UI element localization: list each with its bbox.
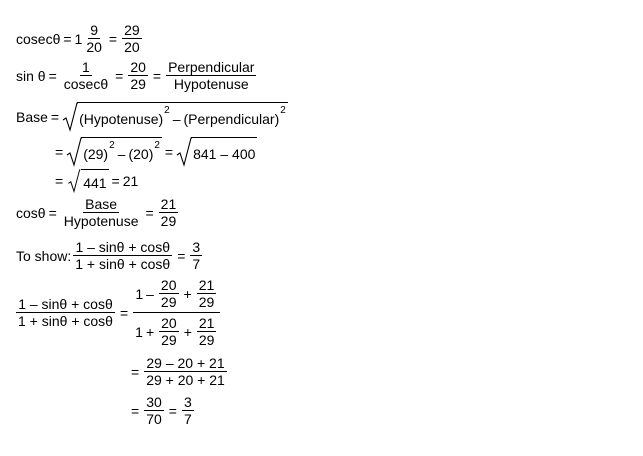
sin-theta: sin θ — [16, 67, 46, 84]
equals-sign: = — [55, 143, 64, 160]
result: 21 — [122, 172, 139, 189]
radical-sign-icon — [66, 169, 82, 193]
fraction — [144, 394, 164, 427]
compound-denominator — [133, 313, 220, 348]
numerator: 30 — [146, 394, 162, 410]
fraction — [166, 59, 256, 92]
denominator: 29 — [130, 76, 146, 92]
equals-sign: = — [48, 67, 57, 84]
equals-sign: = — [63, 30, 72, 47]
equation-line-9 — [128, 355, 229, 388]
radical-sign-icon — [66, 137, 82, 167]
equals-sign: = — [131, 402, 140, 419]
minus-sign: – — [117, 145, 126, 162]
radicand — [77, 102, 288, 132]
equals-sign: = — [50, 108, 60, 125]
equals-sign: = — [48, 204, 57, 221]
fraction — [159, 315, 179, 348]
denominator: 20 — [86, 39, 102, 55]
numerator: 3 — [192, 239, 201, 255]
term-20: (20) — [128, 145, 154, 162]
denominator: 20 — [124, 39, 140, 55]
exponent: 2 — [280, 105, 286, 116]
fraction — [159, 277, 179, 310]
numerator: 1 — [82, 59, 90, 75]
denominator: 29 + 20 + 21 — [146, 372, 225, 388]
numerator: 1 – sinθ + cosθ — [75, 239, 170, 255]
denominator: 7 — [192, 256, 201, 272]
fraction — [62, 196, 141, 229]
numerator: 21 — [198, 315, 215, 331]
radicand — [81, 137, 162, 167]
equals-sign: = — [119, 304, 129, 321]
cosec-theta: cosecθ — [16, 30, 61, 47]
square-root — [62, 102, 288, 132]
equation-line-1 — [16, 22, 144, 55]
hypotenuse-term: (Hypotenuse) — [79, 110, 164, 127]
term-29: (29) — [83, 145, 109, 162]
equals-sign: = — [145, 204, 154, 221]
denominator: 7 — [183, 411, 192, 427]
fraction — [197, 277, 217, 310]
fraction — [159, 196, 179, 229]
numerator: 29 – 20 + 21 — [146, 355, 225, 371]
denominator: cosecθ — [63, 76, 109, 92]
numerator: 21 — [198, 277, 215, 293]
numerator: 21 — [160, 196, 177, 212]
fraction — [197, 315, 217, 348]
fraction — [128, 59, 148, 92]
fraction — [16, 296, 115, 329]
denominator: 1 + sinθ + cosθ — [18, 313, 113, 329]
fraction — [144, 355, 227, 388]
to-show-label: To show: — [16, 247, 72, 264]
exponent: 2 — [164, 105, 170, 116]
equation-line-6 — [16, 196, 180, 229]
equation-line-4 — [52, 140, 257, 162]
fraction — [84, 22, 104, 55]
plus-sign: + — [183, 285, 192, 302]
equals-sign: = — [111, 172, 120, 189]
fraction — [182, 394, 194, 427]
fraction — [62, 59, 110, 92]
denominator: Hypotenuse — [63, 213, 139, 229]
denominator: 29 — [161, 332, 177, 348]
denominator: 29 — [160, 294, 177, 310]
numerator: 20 — [161, 315, 177, 331]
radical-sign-icon — [62, 102, 78, 132]
fraction — [190, 239, 202, 272]
radical-sign-icon — [176, 137, 192, 167]
equation-line-5 — [52, 172, 139, 191]
equals-sign: = — [177, 247, 186, 264]
numerator: 20 — [130, 59, 146, 75]
mixed-number — [75, 22, 106, 55]
numerator: 1 – sinθ + cosθ — [18, 296, 113, 312]
minus-sign: – — [172, 110, 181, 127]
denominator: 29 — [160, 213, 177, 229]
denominator: 29 — [198, 332, 215, 348]
minus-sign: – — [146, 285, 154, 302]
exponent: 2 — [109, 140, 115, 151]
radicand: 841 – 400 — [191, 137, 257, 167]
square-root — [66, 169, 108, 193]
one: 1 — [135, 323, 143, 340]
numerator: 20 — [160, 277, 177, 293]
denominator: 70 — [146, 411, 162, 427]
numerator: 29 — [124, 22, 140, 38]
denominator: 29 — [198, 294, 215, 310]
equals-sign: = — [152, 67, 162, 84]
fraction — [73, 239, 172, 272]
one: 1 — [135, 285, 144, 302]
compound-numerator — [133, 277, 220, 313]
numerator: Base — [85, 196, 118, 212]
equals-sign: = — [115, 67, 124, 84]
equals-sign: = — [164, 143, 174, 160]
square-root — [176, 137, 257, 167]
plus-sign: + — [183, 323, 192, 340]
cos-theta: cosθ — [16, 204, 46, 221]
exponent: 2 — [154, 140, 160, 151]
equals-sign: = — [108, 30, 118, 47]
radicand: 441 — [81, 169, 108, 193]
perpendicular-term: (Perpendicular) — [183, 110, 280, 127]
equals-sign: = — [131, 363, 140, 380]
fraction — [122, 22, 142, 55]
equation-line-10 — [128, 394, 196, 427]
compound-fraction — [133, 277, 220, 348]
plus-sign: + — [145, 323, 155, 340]
base-label: Base — [16, 108, 48, 125]
square-root — [66, 137, 162, 167]
equation-line-3 — [16, 105, 288, 127]
whole-part: 1 — [74, 30, 83, 47]
numerator: Perpendicular — [168, 59, 255, 75]
denominator: 1 + sinθ + cosθ — [75, 256, 171, 272]
numerator: 9 — [90, 22, 99, 38]
equals-sign: = — [55, 172, 64, 189]
numerator: 3 — [183, 394, 192, 410]
equals-sign: = — [168, 402, 177, 419]
denominator: Hypotenuse — [173, 76, 249, 92]
